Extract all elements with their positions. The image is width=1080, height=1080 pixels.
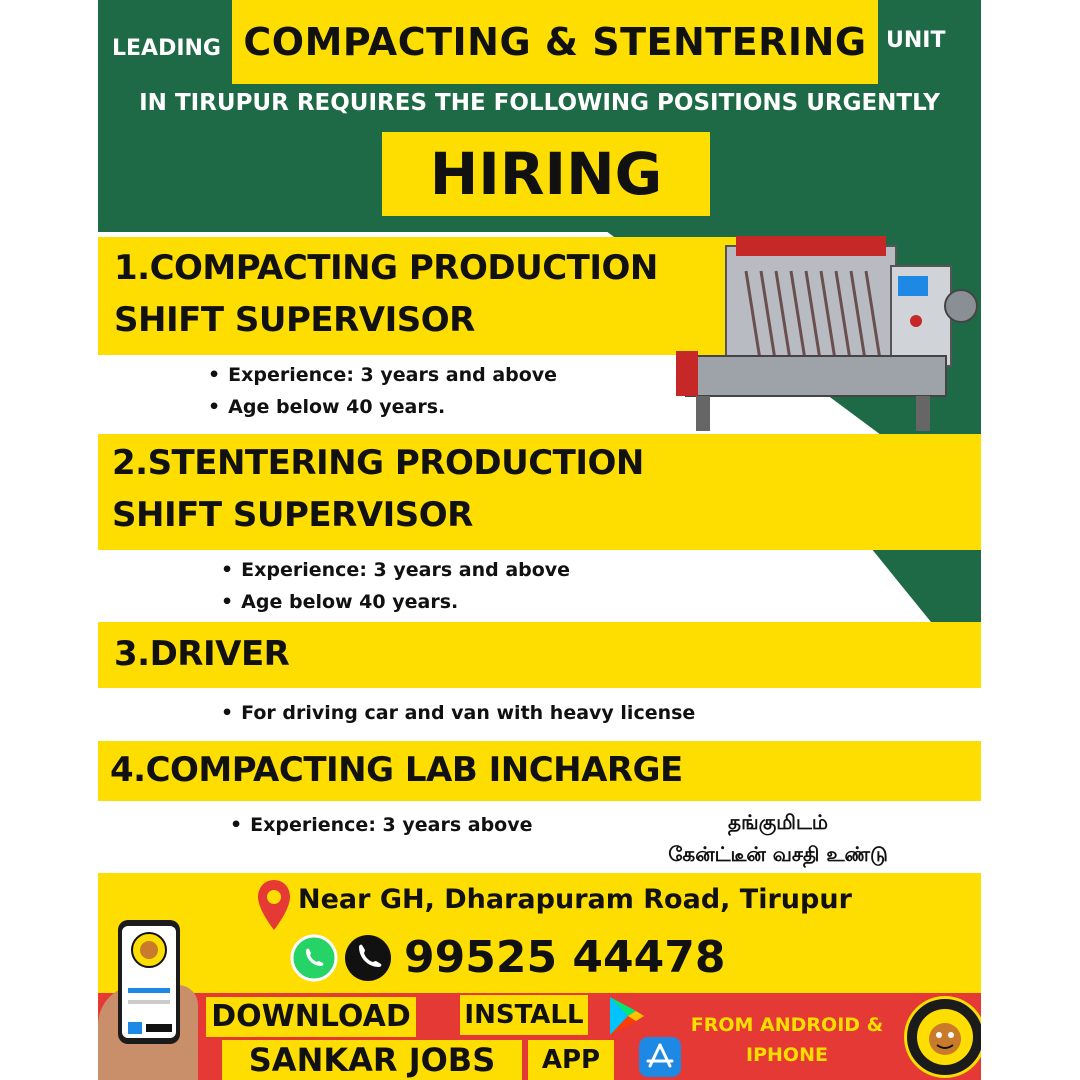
position-4-title: 4.COMPACTING LAB INCHARGE: [110, 750, 683, 790]
mascot-icon: [915, 1007, 975, 1067]
location-pin-icon: [256, 878, 292, 934]
position-4-bullet-1: • Experience: 3 years above: [230, 814, 533, 836]
app-box: [528, 1040, 614, 1080]
position-1-bullet-1: • Experience: 3 years and above: [208, 364, 557, 386]
phone-screen-bar: [128, 988, 170, 993]
facilities-note: [618, 806, 938, 870]
position-3-title: 3.DRIVER: [114, 634, 290, 674]
leading-label: LEADING: [112, 36, 221, 61]
install-label: INSTALL: [464, 1000, 584, 1030]
subtitle: IN TIRUPUR REQUIRES THE FOLLOWING POSITIONS URGENTLY: [139, 90, 940, 116]
download-box: [206, 997, 416, 1037]
phone-screen-line: [128, 1000, 170, 1004]
unit-label: UNIT: [886, 28, 946, 53]
platform-line-1: FROM ANDROID &: [690, 1014, 884, 1036]
stenter-machine-image: [676, 226, 981, 436]
position-4-band: [98, 741, 981, 801]
facilities-line-2: கேன்ட்டீன் வசதி உண்டு: [668, 842, 888, 866]
hiring-box: [382, 132, 710, 216]
job-poster: [98, 0, 981, 1080]
position-1-title-line2: SHIFT SUPERVISOR: [114, 300, 475, 340]
facilities-line-1: தங்குமிடம்: [728, 810, 828, 834]
app-label: APP: [541, 1045, 601, 1075]
google-play-icon[interactable]: [606, 995, 646, 1037]
position-3-band: [98, 622, 981, 688]
phone-screen-store-icon: [128, 1022, 142, 1034]
install-box: [460, 995, 588, 1035]
phone-screen: [122, 926, 176, 1038]
position-3-bullet-1: • For driving car and van with heavy license: [221, 702, 695, 724]
address-text: Near GH, Dharapuram Road, Tirupur: [298, 884, 852, 915]
position-1-title-line1: 1.COMPACTING PRODUCTION: [114, 248, 658, 288]
position-1-bullet-2: • Age below 40 years.: [208, 396, 445, 418]
brand-logo-badge: [904, 996, 981, 1078]
position-1-band: [98, 237, 748, 355]
phone-call-icon[interactable]: [344, 934, 392, 982]
position-2-bullet-1: • Experience: 3 years and above: [221, 559, 570, 581]
green-corner-shape: [871, 548, 981, 622]
platform-line-2: IPHONE: [746, 1044, 828, 1066]
title-box: [232, 0, 878, 84]
app-logo-icon: [131, 932, 167, 968]
download-label: DOWNLOAD: [211, 999, 411, 1034]
brand-label: SANKAR JOBS: [248, 1041, 496, 1079]
position-2-title-line1: 2.STENTERING PRODUCTION: [112, 443, 644, 483]
position-2-band: [98, 434, 981, 550]
headline-title: COMPACTING & STENTERING: [243, 20, 867, 64]
hiring-label: HIRING: [429, 140, 663, 208]
position-2-title-line2: SHIFT SUPERVISOR: [112, 495, 473, 535]
position-2-bullet-2: • Age below 40 years.: [221, 591, 458, 613]
brand-box: [222, 1040, 522, 1080]
phone-number[interactable]: 99525 44478: [404, 932, 726, 983]
phone-mockup: [118, 920, 180, 1044]
phone-screen-play-badge: [146, 1024, 172, 1032]
whatsapp-icon[interactable]: [290, 934, 338, 982]
platform-note: [672, 1010, 902, 1070]
